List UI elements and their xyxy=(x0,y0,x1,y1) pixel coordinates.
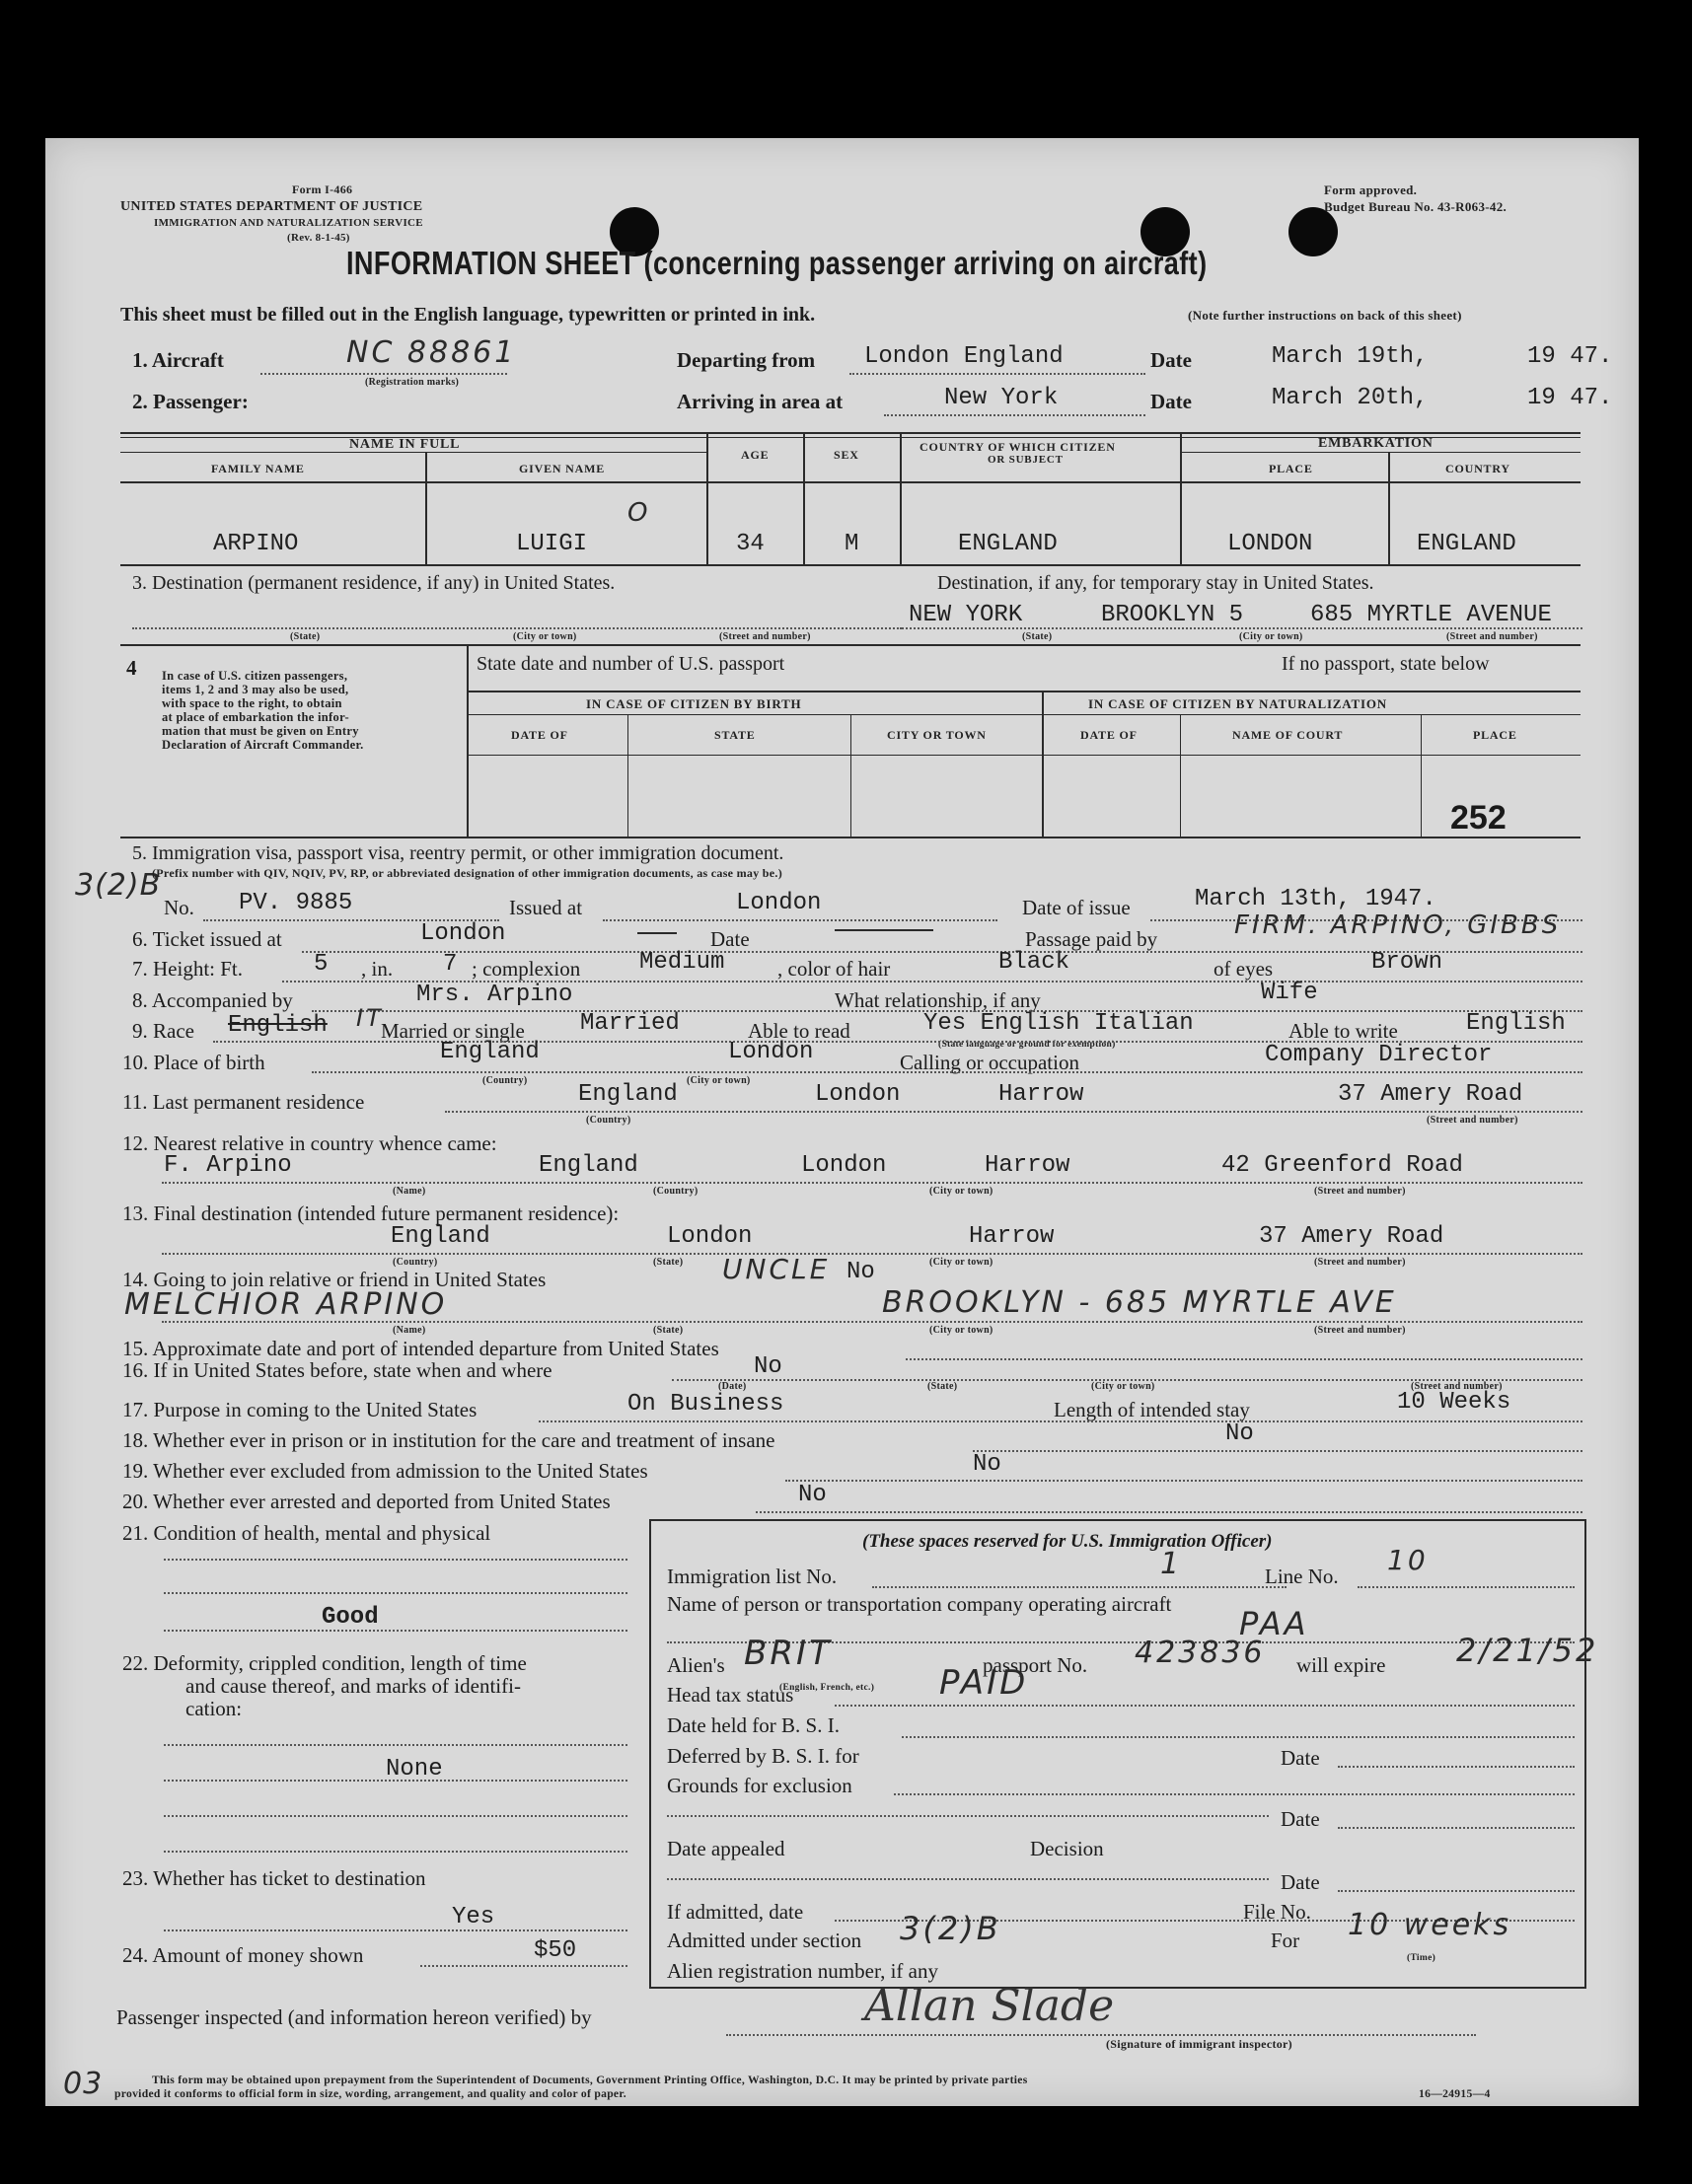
sublabel-city: (City or town) xyxy=(513,631,577,642)
sublabel-city-4: (City or town) xyxy=(929,1257,993,1268)
form-title: INFORMATION SHEET (concerning passenger arriving on aircraft) xyxy=(346,245,1208,281)
prison-value: No xyxy=(1225,1420,1254,1447)
note-line2: items 1, 2 and 3 may also be used, xyxy=(162,683,349,696)
label-item3: 3. Destination (permanent residence, if any) in United States. xyxy=(132,572,616,594)
read-value: Yes English Italian xyxy=(923,1010,1194,1037)
departure-date: March 19th, xyxy=(1272,343,1429,370)
height-ft: 5 xyxy=(314,951,329,978)
health-value: Good xyxy=(322,1604,379,1631)
label-item8: 8. Accompanied by xyxy=(132,988,293,1012)
sublabel-name: (Name) xyxy=(393,1186,426,1197)
residence-country: England xyxy=(578,1081,678,1108)
revision: (Rev. 8-1-45) xyxy=(287,232,350,244)
label-file-no: File No. xyxy=(1243,1900,1311,1924)
relative-town: Harrow xyxy=(985,1152,1070,1179)
note-line3: with space to the right, to obtain xyxy=(162,696,342,710)
label-issued-at: Issued at xyxy=(509,896,583,919)
residence-town: Harrow xyxy=(998,1081,1084,1108)
embarkation-country-value: ENGLAND xyxy=(1417,531,1516,557)
header-age: AGE xyxy=(741,448,770,462)
join-no-value: No xyxy=(846,1259,875,1285)
deformity-value: None xyxy=(386,1756,443,1783)
approval-line2: Budget Bureau No. 43-R063-42. xyxy=(1324,199,1508,214)
label-registration: (Registration marks) xyxy=(365,377,460,388)
officer-title: (These spaces reserved for U.S. Immigration Officer) xyxy=(862,1531,1273,1552)
sublabel-city-3: (City or town) xyxy=(929,1186,993,1197)
occupation-value: Company Director xyxy=(1265,1042,1493,1068)
family-name-value: ARPINO xyxy=(213,531,299,557)
label-passenger: 2. Passenger: xyxy=(132,390,249,413)
stamped-number: 252 xyxy=(1450,799,1507,837)
sublabel-date: (Date) xyxy=(718,1381,747,1392)
height-in: 7 xyxy=(443,951,458,978)
label-item11: 11. Last permanent residence xyxy=(122,1090,365,1114)
label-item14: 14. Going to join relative or friend in United States xyxy=(122,1268,547,1291)
label-list-no: Immigration list No. xyxy=(667,1565,838,1588)
sublabel-state-4: (State) xyxy=(653,1257,684,1268)
final-town: Harrow xyxy=(969,1223,1055,1250)
admitted-section-value: 3(2)B xyxy=(900,1910,1001,1947)
arrival-date: March 20th, xyxy=(1272,385,1429,411)
aircraft-value: NC 88861 xyxy=(346,335,517,370)
label-date-held: Date held for B. S. I. xyxy=(667,1713,840,1737)
given-name-mark: O xyxy=(627,498,651,528)
departure-year: 19 47. xyxy=(1527,343,1613,370)
sublabel-state-5: (State) xyxy=(653,1325,684,1336)
sublabel-street-2: (Street and number) xyxy=(1446,631,1538,642)
label-item3-temp: Destination, if any, for temporary stay in United States. xyxy=(937,572,1374,594)
sublabel-name-2: (Name) xyxy=(393,1325,426,1336)
label-deferred: Deferred by B. S. I. for xyxy=(667,1744,859,1768)
label-married: Married or single xyxy=(381,1019,525,1043)
passport-no-value: 423836 xyxy=(1135,1636,1266,1670)
sublabel-country-2: (Country) xyxy=(586,1115,631,1126)
expire-value: 2/21/52 xyxy=(1456,1632,1599,1669)
birth-country-value: England xyxy=(440,1039,540,1065)
label-inches: , in. xyxy=(361,957,394,981)
label-passage-paid: Passage paid by xyxy=(1025,927,1158,951)
label-alien: Alien's xyxy=(667,1653,725,1677)
sublabel-street-5: (Street and number) xyxy=(1314,1257,1406,1268)
temp-state-value: NEW YORK xyxy=(909,602,1023,628)
temp-city-value: BROOKLYN 5 xyxy=(1101,602,1244,628)
sublabel-nationality: (English, French, etc.) xyxy=(779,1683,875,1693)
label-aircraft: 1. Aircraft xyxy=(132,348,224,372)
sublabel-country-4: (Country) xyxy=(393,1257,438,1268)
label-eyes: of eyes xyxy=(1214,957,1274,981)
label-date: Date xyxy=(1150,348,1192,372)
label-item15: 15. Approximate date and port of intended departure from United States xyxy=(122,1337,719,1360)
race-value: English xyxy=(228,1012,328,1039)
label-admitted-section: Admitted under section xyxy=(667,1929,862,1952)
married-value: Married xyxy=(580,1010,680,1037)
final-street: 37 Amery Road xyxy=(1259,1223,1444,1250)
sex-value: M xyxy=(845,531,859,557)
label-arriving: Arriving in area at xyxy=(677,390,844,413)
note-line1: In case of U.S. citizen passengers, xyxy=(162,669,348,683)
note-line6: Declaration of Aircraft Commander. xyxy=(162,738,364,752)
final-city: London xyxy=(667,1223,753,1250)
label-inspected-by: Passenger inspected (and information hereon verified) by xyxy=(116,2005,592,2029)
ticket-destination-value: Yes xyxy=(452,1904,495,1930)
label-ticket-date: Date xyxy=(710,927,750,951)
label-stay: Length of intended stay xyxy=(1054,1398,1250,1421)
label-read: Able to read xyxy=(748,1019,850,1043)
label-deferred-date: Date xyxy=(1281,1746,1320,1770)
sublabel-state-2: (State) xyxy=(1022,631,1053,642)
col-date-of: DATE OF xyxy=(511,728,568,742)
stay-value: 10 Weeks xyxy=(1397,1389,1511,1416)
header-family-name: FAMILY NAME xyxy=(211,462,305,475)
col-place: PLACE xyxy=(1473,728,1517,742)
temp-street-value: 685 MYRTLE AVENUE xyxy=(1310,602,1552,628)
header-given-name: GIVEN NAME xyxy=(519,462,606,475)
label-passport-no: passport No. xyxy=(983,1653,1088,1677)
label-item5: 5. Immigration visa, passport visa, reentry permit, or other immigration document. xyxy=(132,842,784,864)
label-item16: 16. If in United States before, state when and where xyxy=(122,1358,552,1382)
ticket-value: London xyxy=(420,920,506,947)
embarkation-place-value: LONDON xyxy=(1227,531,1313,557)
label-decision-date: Date xyxy=(1281,1870,1320,1894)
label-complexion: ; complexion xyxy=(472,957,581,981)
residence-city: London xyxy=(815,1081,901,1108)
join-address-value: BROOKLYN - 685 MYRTLE AVE xyxy=(882,1285,1397,1320)
label-item10: 10. Place of birth xyxy=(122,1051,265,1074)
complexion-value: Medium xyxy=(639,949,725,976)
label-decision: Decision xyxy=(1030,1837,1104,1860)
departing-value: London England xyxy=(864,343,1064,370)
label-item17: 17. Purpose in coming to the United States xyxy=(122,1398,478,1421)
col-court: NAME OF COURT xyxy=(1232,728,1344,742)
sublabel-street-7: (Street and number) xyxy=(1411,1381,1503,1392)
service: IMMIGRATION AND NATURALIZATION SERVICE xyxy=(154,217,423,229)
form-number: Form I-466 xyxy=(292,182,353,196)
col-city: CITY OR TOWN xyxy=(887,728,987,742)
relative-city: London xyxy=(801,1152,887,1179)
inspector-signature: Allan Slade xyxy=(864,1981,1115,2031)
department: UNITED STATES DEPARTMENT OF JUSTICE xyxy=(120,199,423,214)
label-item24: 24. Amount of money shown xyxy=(122,1943,364,1967)
note-line5: mation that must be given on Entry xyxy=(162,724,359,738)
sublabel-street-4: (Street and number) xyxy=(1314,1186,1406,1197)
join-name-value: MELCHIOR ARPINO xyxy=(124,1287,448,1322)
join-relative-value: UNCLE xyxy=(722,1253,831,1285)
label-appealed: Date appealed xyxy=(667,1837,785,1860)
label-item6: 6. Ticket issued at xyxy=(132,927,282,951)
residence-street: 37 Amery Road xyxy=(1338,1081,1523,1108)
line-no-value: 10 xyxy=(1387,1544,1429,1576)
footer-fine-print-2: provided it conforms to official form in size, wording, arrangement, and quality and color of paper. xyxy=(114,2087,626,2100)
margin-number: 03 xyxy=(63,2067,104,2101)
label-item23: 23. Whether has ticket to destination xyxy=(122,1866,426,1890)
label-read-sub: (State language or ground for exemption) xyxy=(938,1040,1116,1050)
header-name-in-full: NAME IN FULL xyxy=(349,437,461,452)
note: (Note further instructions on back of this sheet) xyxy=(1188,308,1462,323)
label-item9: 9. Race xyxy=(132,1019,194,1043)
label-relationship: What relationship, if any xyxy=(835,988,1041,1012)
sublabel-time: (Time) xyxy=(1407,1953,1436,1963)
header-by-birth: IN CASE OF CITIZEN BY BIRTH xyxy=(586,696,802,711)
instructions: This sheet must be filled out in the English language, typewritten or printed in ink. xyxy=(120,304,816,326)
passage-paid-value: FIRM. ARPINO, GIBBS xyxy=(1234,910,1562,940)
sublabel-street: (Street and number) xyxy=(719,631,811,642)
issue-date-value: March 13th, 1947. xyxy=(1195,886,1436,912)
col-date-of-2: DATE OF xyxy=(1080,728,1138,742)
sublabel-street-6: (Street and number) xyxy=(1314,1325,1406,1336)
purpose-value: On Business xyxy=(627,1391,784,1418)
sublabel-city-2: (City or town) xyxy=(1239,631,1303,642)
approval-line1: Form approved. xyxy=(1324,182,1418,197)
label-item22-line1: 22. Deformity, crippled condition, length of time xyxy=(122,1651,527,1675)
label-item12: 12. Nearest relative in country whence came: xyxy=(122,1131,497,1155)
label-expire: will expire xyxy=(1296,1653,1386,1677)
relative-street: 42 Greenford Road xyxy=(1221,1152,1463,1179)
label-item20: 20. Whether ever arrested and deported from United States xyxy=(122,1490,611,1513)
label-item18: 18. Whether ever in prison or in institution for the care and treatment of insane xyxy=(122,1428,775,1452)
birth-city-value: London xyxy=(728,1039,814,1065)
head-tax-value: PAID xyxy=(939,1663,1029,1703)
sublabel-city-b: (City or town) xyxy=(687,1075,751,1086)
form-sheet xyxy=(45,138,1639,2106)
final-country: England xyxy=(391,1223,490,1250)
label-date-2: Date xyxy=(1150,390,1192,413)
list-no-value: 1 xyxy=(1160,1547,1183,1581)
sublabel-country-3: (Country) xyxy=(653,1186,699,1197)
label-no: No. xyxy=(164,896,194,919)
relative-country: England xyxy=(539,1152,638,1179)
label-item21: 21. Condition of health, mental and physical xyxy=(122,1521,491,1545)
operator-value: PAA xyxy=(1239,1605,1309,1642)
sublabel-state-6: (State) xyxy=(927,1381,958,1392)
label-item22-line3: cation: xyxy=(185,1697,243,1720)
before-value: No xyxy=(754,1353,782,1380)
hair-value: Black xyxy=(998,949,1070,976)
money-value: $50 xyxy=(534,1937,577,1964)
label-item13: 13. Final destination (intended future permanent residence): xyxy=(122,1201,620,1225)
header-or-subject: OR SUBJECT xyxy=(988,454,1064,466)
arrival-year: 19 47. xyxy=(1527,385,1613,411)
label-for: For xyxy=(1271,1929,1300,1952)
relationship-value: Wife xyxy=(1261,980,1318,1006)
label-operator: Name of person or transportation company operating aircraft xyxy=(667,1592,1172,1616)
issued-at-value: London xyxy=(736,890,822,916)
label-grounds-date: Date xyxy=(1281,1807,1320,1831)
label-admitted-date: If admitted, date xyxy=(667,1900,804,1924)
label-hair: , color of hair xyxy=(777,957,891,981)
label-write: Able to write xyxy=(1288,1019,1398,1043)
arriving-value: New York xyxy=(944,385,1059,411)
visa-number: PV. 9885 xyxy=(239,890,353,916)
accompanied-value: Mrs. Arpino xyxy=(416,982,573,1008)
header-country: COUNTRY xyxy=(1445,462,1510,475)
age-value: 34 xyxy=(736,531,765,557)
write-value: English xyxy=(1466,1010,1566,1037)
signature-label: (Signature of immigrant inspector) xyxy=(1106,2037,1292,2051)
deported-value: No xyxy=(798,1482,827,1508)
label-grounds: Grounds for exclusion xyxy=(667,1774,852,1797)
sublabel-city-5: (City or town) xyxy=(929,1325,993,1336)
header-by-naturalization: IN CASE OF CITIZEN BY NATURALIZATION xyxy=(1088,696,1387,711)
for-value: 10 weeks xyxy=(1348,1908,1512,1942)
label-line-no: Line No. xyxy=(1265,1565,1339,1588)
label-head-tax: Head tax status xyxy=(667,1683,794,1707)
label-passport-date: State date and number of U.S. passport xyxy=(477,653,785,675)
label-alien-registration: Alien registration number, if any xyxy=(667,1959,938,1983)
header-embarkation: EMBARKATION xyxy=(1318,436,1434,451)
alien-nationality: BRIT xyxy=(744,1634,833,1673)
sublabel-state: (State) xyxy=(290,631,321,642)
sublabel-country: (Country) xyxy=(482,1075,528,1086)
label-departing: Departing from xyxy=(677,348,816,372)
note-line4: at place of embarkation the infor- xyxy=(162,710,349,724)
label-item7: 7. Height: Ft. xyxy=(132,957,244,981)
margin-annotation: 3(2)B xyxy=(75,868,162,903)
header-place: PLACE xyxy=(1269,462,1313,475)
label-no-passport: If no passport, state below xyxy=(1282,653,1490,675)
label-item4: 4 xyxy=(126,656,137,680)
header-country-citizen: COUNTRY OF WHICH CITIZEN xyxy=(920,440,1116,454)
eyes-value: Brown xyxy=(1371,949,1443,976)
footer-fine-print-1: This form may be obtained upon prepayment from the Superintendent of Documents, Government Printing Office, Washington, D.C. It may be printed by private parties xyxy=(152,2074,1028,2086)
citizenship-value: ENGLAND xyxy=(958,531,1058,557)
excluded-value: No xyxy=(973,1451,1001,1478)
label-date-of-issue: Date of issue xyxy=(1022,896,1131,919)
relative-name: F. Arpino xyxy=(164,1152,292,1179)
sublabel-city-6: (City or town) xyxy=(1091,1381,1155,1392)
sublabel-street-3: (Street and number) xyxy=(1427,1115,1518,1126)
footer-code: 16—24915—4 xyxy=(1419,2087,1491,2100)
col-state: STATE xyxy=(714,728,756,742)
label-item22-line2: and cause thereof, and marks of identifi- xyxy=(185,1674,521,1698)
label-occupation: Calling or occupation xyxy=(900,1051,1079,1074)
given-name-value: LUIGI xyxy=(516,531,588,557)
label-item19: 19. Whether ever excluded from admission to the United States xyxy=(122,1459,648,1483)
label-item5-sub: (Prefix number with QIV, NQIV, PV, RP, or abbreviated designation of other immigration documents, as case may be.) xyxy=(152,866,782,880)
header-sex: SEX xyxy=(834,448,859,462)
race-handwritten: IT xyxy=(356,1004,384,1032)
